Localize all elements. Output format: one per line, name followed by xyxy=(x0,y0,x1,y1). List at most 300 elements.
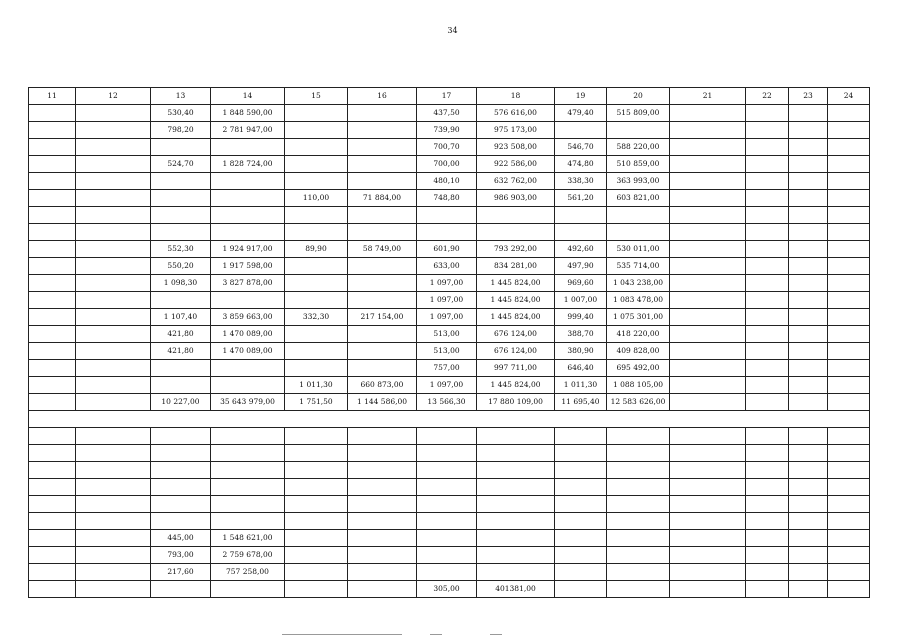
table-row xyxy=(29,394,870,411)
table-cell: 793 292,00 xyxy=(477,241,555,258)
table-cell xyxy=(607,445,670,462)
table-cell: 305,00 xyxy=(417,581,477,598)
page-number: 34 xyxy=(447,26,458,35)
table-cell: 13 566,30 xyxy=(417,394,477,411)
table-cell xyxy=(151,207,211,224)
table-row xyxy=(29,241,870,258)
table-cell: 1 098,30 xyxy=(151,275,211,292)
table-cell xyxy=(211,377,285,394)
table-cell xyxy=(789,479,828,496)
table-cell xyxy=(746,275,789,292)
column-header: 15 xyxy=(285,88,348,105)
table-cell xyxy=(607,513,670,530)
table-cell: 757,00 xyxy=(417,360,477,377)
table-cell xyxy=(477,224,555,241)
table-cell xyxy=(151,445,211,462)
table-cell: 418 220,00 xyxy=(607,326,670,343)
table-cell: 110,00 xyxy=(285,190,348,207)
table-cell xyxy=(417,207,477,224)
table-cell xyxy=(211,360,285,377)
table-row xyxy=(29,445,870,462)
table-cell: 474,80 xyxy=(555,156,607,173)
table-cell xyxy=(348,207,417,224)
table-cell xyxy=(29,581,76,598)
table-cell xyxy=(29,292,76,309)
table-cell: 530 011,00 xyxy=(607,241,670,258)
table-cell: 1 097,00 xyxy=(417,309,477,326)
table-cell xyxy=(76,530,151,547)
table-cell xyxy=(789,309,828,326)
table-cell xyxy=(76,462,151,479)
table-cell xyxy=(746,207,789,224)
column-header: 24 xyxy=(828,88,870,105)
table-cell xyxy=(151,428,211,445)
table-cell xyxy=(348,156,417,173)
table-cell: 739,90 xyxy=(417,122,477,139)
table-cell xyxy=(828,207,870,224)
table-cell xyxy=(348,173,417,190)
table-cell xyxy=(789,581,828,598)
table-cell xyxy=(151,224,211,241)
table-cell: 71 884,00 xyxy=(348,190,417,207)
table-cell xyxy=(828,581,870,598)
table-cell xyxy=(285,173,348,190)
table-cell xyxy=(76,326,151,343)
table-cell: 2 781 947,00 xyxy=(211,122,285,139)
footer-rule xyxy=(282,634,402,635)
table-cell xyxy=(211,462,285,479)
table-cell xyxy=(29,173,76,190)
table-cell xyxy=(746,496,789,513)
table-cell xyxy=(151,581,211,598)
table-cell xyxy=(76,428,151,445)
table-cell xyxy=(555,445,607,462)
table-cell xyxy=(555,428,607,445)
table-cell xyxy=(211,207,285,224)
table-cell xyxy=(477,513,555,530)
table-cell xyxy=(151,513,211,530)
table-row xyxy=(29,139,870,156)
table-cell xyxy=(828,326,870,343)
table-cell: 17 880 109,00 xyxy=(477,394,555,411)
table-cell: 997 711,00 xyxy=(477,360,555,377)
table-cell: 1 445 824,00 xyxy=(477,275,555,292)
table-cell xyxy=(76,292,151,309)
table-cell xyxy=(348,105,417,122)
table-cell xyxy=(29,190,76,207)
table-cell: 1 011,30 xyxy=(285,377,348,394)
column-header: 20 xyxy=(607,88,670,105)
table-cell xyxy=(789,360,828,377)
table-cell xyxy=(76,275,151,292)
column-header: 14 xyxy=(211,88,285,105)
table-cell xyxy=(151,173,211,190)
table-cell: 3 859 663,00 xyxy=(211,309,285,326)
table-cell: 1 548 621,00 xyxy=(211,530,285,547)
table-cell xyxy=(670,292,746,309)
table-cell xyxy=(746,462,789,479)
table-cell xyxy=(555,224,607,241)
table-cell xyxy=(789,122,828,139)
table-cell xyxy=(607,547,670,564)
table-cell xyxy=(828,513,870,530)
table-cell: 646,40 xyxy=(555,360,607,377)
table-cell: 480,10 xyxy=(417,173,477,190)
table-cell: 1 097,00 xyxy=(417,377,477,394)
table-cell xyxy=(555,581,607,598)
table-cell xyxy=(670,190,746,207)
table-cell xyxy=(607,496,670,513)
table-cell: 217 154,00 xyxy=(348,309,417,326)
table-cell xyxy=(789,224,828,241)
table-cell xyxy=(29,360,76,377)
table-cell xyxy=(285,139,348,156)
table-cell xyxy=(607,581,670,598)
table-row xyxy=(29,258,870,275)
table-cell: 603 821,00 xyxy=(607,190,670,207)
table-cell xyxy=(789,190,828,207)
table-cell xyxy=(607,428,670,445)
column-header: 23 xyxy=(789,88,828,105)
table-cell: 421,80 xyxy=(151,343,211,360)
table-cell: 530,40 xyxy=(151,105,211,122)
table-cell xyxy=(348,326,417,343)
table-cell: 748,80 xyxy=(417,190,477,207)
table-cell xyxy=(348,445,417,462)
table-cell: 513,00 xyxy=(417,343,477,360)
table-cell xyxy=(76,445,151,462)
table-cell: 700,70 xyxy=(417,139,477,156)
table-cell xyxy=(789,105,828,122)
table-cell: 12 583 626,00 xyxy=(607,394,670,411)
table-cell xyxy=(29,105,76,122)
table-cell xyxy=(348,343,417,360)
table-cell xyxy=(477,479,555,496)
table-cell xyxy=(670,360,746,377)
table-cell: 363 993,00 xyxy=(607,173,670,190)
table-cell xyxy=(285,156,348,173)
table-cell: 217,60 xyxy=(151,564,211,581)
table-cell: 1 445 824,00 xyxy=(477,377,555,394)
table-cell xyxy=(417,445,477,462)
table-cell xyxy=(29,207,76,224)
table-row xyxy=(29,377,870,394)
table-cell xyxy=(828,139,870,156)
table-cell xyxy=(417,496,477,513)
column-header: 21 xyxy=(670,88,746,105)
table-cell: 986 903,00 xyxy=(477,190,555,207)
table-cell: 58 749,00 xyxy=(348,241,417,258)
table-cell xyxy=(348,275,417,292)
table-cell xyxy=(285,547,348,564)
table-cell xyxy=(670,173,746,190)
table-cell xyxy=(670,513,746,530)
table-cell: 401381,00 xyxy=(477,581,555,598)
table-cell: 1 917 598,00 xyxy=(211,258,285,275)
table-cell xyxy=(828,530,870,547)
table-cell xyxy=(746,394,789,411)
table-cell: 1 445 824,00 xyxy=(477,292,555,309)
data-table xyxy=(28,87,870,598)
table-cell xyxy=(746,479,789,496)
column-header: 18 xyxy=(477,88,555,105)
table-cell xyxy=(211,445,285,462)
table-cell: 561,20 xyxy=(555,190,607,207)
table-cell: 3 827 878,00 xyxy=(211,275,285,292)
table-cell: 513,00 xyxy=(417,326,477,343)
table-cell xyxy=(670,581,746,598)
table-cell xyxy=(670,564,746,581)
table-cell: 550,20 xyxy=(151,258,211,275)
table-cell xyxy=(76,224,151,241)
table-cell xyxy=(348,479,417,496)
table-cell xyxy=(285,258,348,275)
table-cell: 1 011,30 xyxy=(555,377,607,394)
table-cell xyxy=(151,139,211,156)
table-cell xyxy=(746,258,789,275)
table-cell xyxy=(29,530,76,547)
table-cell xyxy=(670,445,746,462)
table-cell xyxy=(670,496,746,513)
table-cell xyxy=(76,564,151,581)
table-cell xyxy=(348,513,417,530)
table-cell: 332,30 xyxy=(285,309,348,326)
table-cell xyxy=(607,224,670,241)
table-row xyxy=(29,190,870,207)
table-cell xyxy=(151,479,211,496)
table-cell xyxy=(151,377,211,394)
table-cell xyxy=(285,581,348,598)
table-cell xyxy=(348,581,417,598)
footer-rule xyxy=(430,634,442,635)
table-cell: 338,30 xyxy=(555,173,607,190)
table-cell xyxy=(828,309,870,326)
table-cell xyxy=(477,462,555,479)
table-cell xyxy=(789,547,828,564)
table-cell xyxy=(29,445,76,462)
table-cell xyxy=(29,122,76,139)
table-cell xyxy=(789,173,828,190)
table-cell xyxy=(789,530,828,547)
table-cell xyxy=(828,547,870,564)
table-cell xyxy=(76,139,151,156)
table-cell: 633,00 xyxy=(417,258,477,275)
table-cell xyxy=(29,411,870,428)
table-row xyxy=(29,292,870,309)
table-cell xyxy=(151,360,211,377)
table-separator xyxy=(29,411,870,428)
table-cell xyxy=(789,343,828,360)
table-cell: 552,30 xyxy=(151,241,211,258)
table-cell xyxy=(670,479,746,496)
table-cell xyxy=(555,530,607,547)
table-cell xyxy=(477,207,555,224)
table-cell xyxy=(746,224,789,241)
table-cell xyxy=(76,496,151,513)
table-cell xyxy=(670,462,746,479)
table-cell xyxy=(828,156,870,173)
table-cell xyxy=(789,207,828,224)
table-cell: 798,20 xyxy=(151,122,211,139)
table-cell xyxy=(29,428,76,445)
table-cell xyxy=(211,496,285,513)
column-header: 17 xyxy=(417,88,477,105)
table-cell: 1 751,50 xyxy=(285,394,348,411)
table-cell xyxy=(76,360,151,377)
table-cell xyxy=(285,207,348,224)
table-cell xyxy=(746,428,789,445)
table-cell xyxy=(348,139,417,156)
table-cell xyxy=(285,496,348,513)
table-cell: 445,00 xyxy=(151,530,211,547)
table-cell xyxy=(285,105,348,122)
table-row xyxy=(29,581,870,598)
table-cell xyxy=(828,275,870,292)
table-cell xyxy=(789,496,828,513)
table-cell: 421,80 xyxy=(151,326,211,343)
table-body xyxy=(29,105,870,411)
table-cell xyxy=(746,360,789,377)
table-cell: 11 695,40 xyxy=(555,394,607,411)
table-cell xyxy=(746,564,789,581)
table-cell xyxy=(348,360,417,377)
table-cell xyxy=(746,343,789,360)
table-cell: 510 859,00 xyxy=(607,156,670,173)
table-row xyxy=(29,309,870,326)
table-cell xyxy=(211,428,285,445)
table-cell xyxy=(670,343,746,360)
table-cell xyxy=(789,292,828,309)
table-cell xyxy=(29,343,76,360)
table-cell xyxy=(477,547,555,564)
table-cell xyxy=(828,445,870,462)
table-cell xyxy=(607,479,670,496)
table-cell xyxy=(211,513,285,530)
table-cell xyxy=(151,496,211,513)
table-cell xyxy=(348,564,417,581)
table-cell xyxy=(76,105,151,122)
table-cell xyxy=(417,547,477,564)
table-cell: 588 220,00 xyxy=(607,139,670,156)
table-cell: 89,90 xyxy=(285,241,348,258)
table-cell xyxy=(477,564,555,581)
table-cell xyxy=(348,224,417,241)
table-cell: 1 097,00 xyxy=(417,275,477,292)
table-cell xyxy=(555,496,607,513)
table-cell xyxy=(670,156,746,173)
table-cell xyxy=(670,326,746,343)
table-row xyxy=(29,530,870,547)
table-cell xyxy=(285,122,348,139)
table-cell xyxy=(29,394,76,411)
table-row xyxy=(29,496,870,513)
table-cell xyxy=(348,428,417,445)
table-cell: 1 097,00 xyxy=(417,292,477,309)
table-row xyxy=(29,411,870,428)
table-cell xyxy=(285,462,348,479)
table-cell: 388,70 xyxy=(555,326,607,343)
table-cell xyxy=(828,173,870,190)
table-cell: 1 088 105,00 xyxy=(607,377,670,394)
table-cell xyxy=(828,292,870,309)
table-cell xyxy=(29,241,76,258)
table-cell xyxy=(29,224,76,241)
table-cell xyxy=(76,241,151,258)
table-cell xyxy=(746,530,789,547)
table-cell xyxy=(789,258,828,275)
table-cell: 2 759 678,00 xyxy=(211,547,285,564)
table-cell xyxy=(348,122,417,139)
column-header: 16 xyxy=(348,88,417,105)
table-cell xyxy=(285,326,348,343)
table-cell xyxy=(746,241,789,258)
table-row xyxy=(29,547,870,564)
table-cell xyxy=(29,547,76,564)
table-cell xyxy=(607,462,670,479)
table-cell xyxy=(670,258,746,275)
table-cell xyxy=(789,241,828,258)
table-cell: 676 124,00 xyxy=(477,326,555,343)
table-cell xyxy=(76,207,151,224)
table-cell: 1 848 590,00 xyxy=(211,105,285,122)
table-cell xyxy=(828,462,870,479)
table-cell xyxy=(76,547,151,564)
table-cell xyxy=(417,428,477,445)
table-cell xyxy=(670,547,746,564)
table-cell xyxy=(607,122,670,139)
table-cell xyxy=(670,207,746,224)
table-cell xyxy=(828,190,870,207)
table-cell xyxy=(746,190,789,207)
table-cell xyxy=(348,496,417,513)
table-cell xyxy=(417,564,477,581)
table-row xyxy=(29,326,870,343)
table-cell xyxy=(348,292,417,309)
table-cell xyxy=(828,496,870,513)
table-cell: 999,40 xyxy=(555,309,607,326)
table-cell xyxy=(348,547,417,564)
table-cell: 479,40 xyxy=(555,105,607,122)
table-cell xyxy=(607,564,670,581)
table-cell xyxy=(76,581,151,598)
table-cell: 1 107,40 xyxy=(151,309,211,326)
table-cell xyxy=(76,343,151,360)
table-cell xyxy=(746,139,789,156)
table-cell: 10 227,00 xyxy=(151,394,211,411)
table-cell xyxy=(348,462,417,479)
table-cell xyxy=(670,530,746,547)
table-cell xyxy=(828,360,870,377)
table-cell xyxy=(76,377,151,394)
table-cell: 492,60 xyxy=(555,241,607,258)
table-cell xyxy=(828,105,870,122)
table-row xyxy=(29,513,870,530)
table-cell xyxy=(828,377,870,394)
table-cell xyxy=(670,105,746,122)
table-cell xyxy=(746,547,789,564)
column-header: 13 xyxy=(151,88,211,105)
table-row xyxy=(29,462,870,479)
table-cell xyxy=(746,309,789,326)
table-cell xyxy=(76,309,151,326)
table-cell xyxy=(555,547,607,564)
table-cell xyxy=(29,309,76,326)
table-cell xyxy=(746,445,789,462)
table-cell xyxy=(285,564,348,581)
table-cell xyxy=(477,428,555,445)
table-cell xyxy=(76,156,151,173)
table-cell xyxy=(477,496,555,513)
